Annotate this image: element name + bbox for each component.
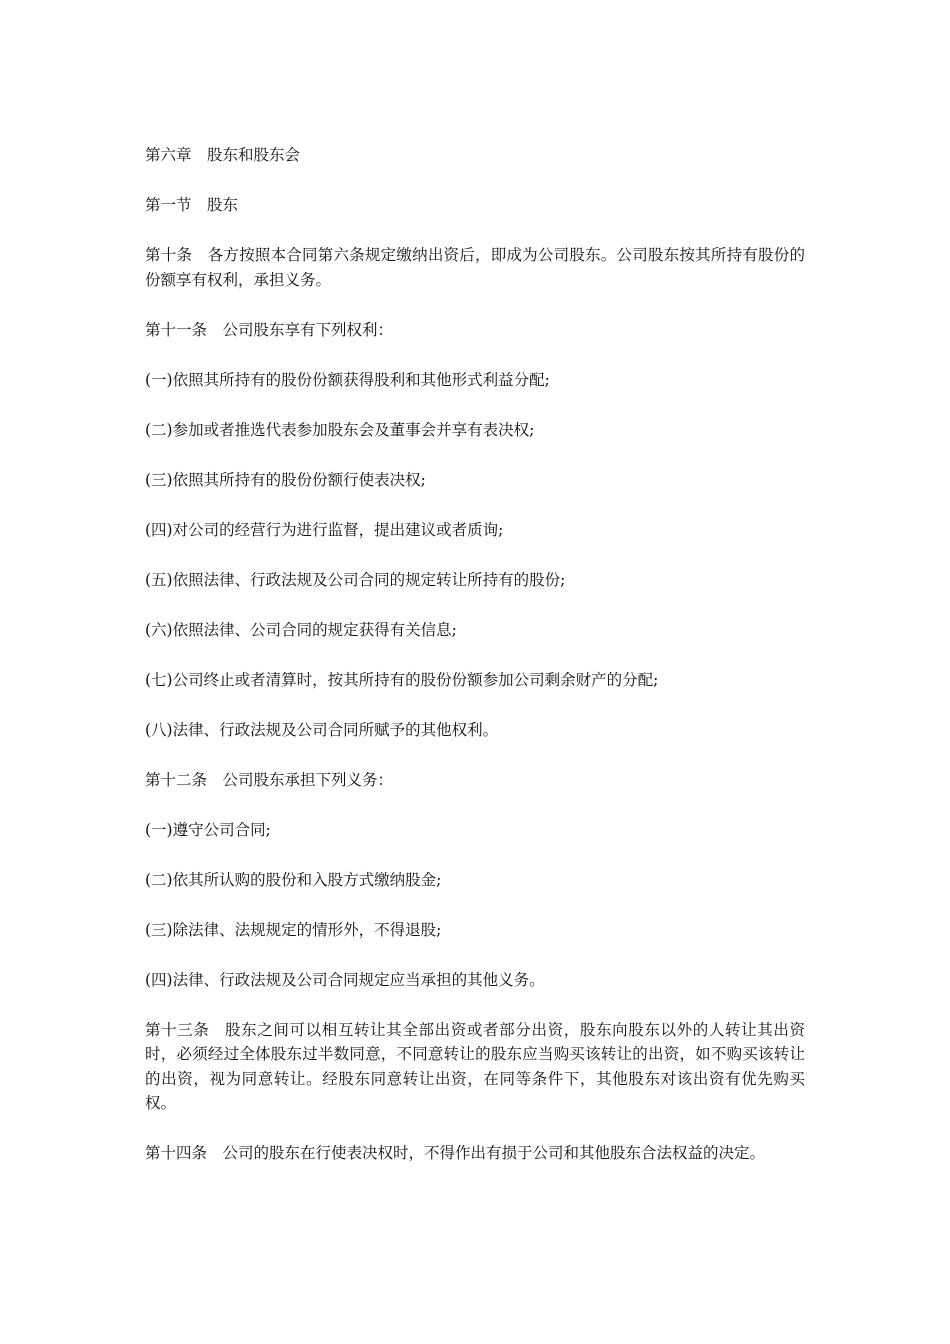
- article-label: 第十一条: [145, 320, 208, 339]
- list-item: (四)法律、行政法规及公司合同规定应当承担的其他义务。: [145, 970, 545, 989]
- list-item: (五)依照法律、行政法规及公司合同的规定转让所持有的股份;: [145, 570, 566, 589]
- article-14: [145, 1141, 805, 1166]
- list-item: (七)公司终止或者清算时，按其所持有的股份份额参加公司剩余财产的分配;: [145, 670, 659, 689]
- list-item: (三)除法律、法规规定的情形外，不得退股;: [145, 920, 442, 939]
- article-12: [145, 768, 805, 793]
- article-text: 股东之间可以相互转让其全部出资或者部分出资，股东向股东以外的人转让其出资时，必须经过全体股东过半数同意，不同意转让的股东应当购买该转让的出资，如不购买该转让的出资，视为同意转让。经股东同意转让出资，在同等条件下，其他股东对该出资有优先购买权。: [145, 1020, 805, 1112]
- article-text: 公司股东享有下列权利：: [222, 320, 394, 339]
- chapter-title: 股东和股东会: [207, 146, 301, 164]
- list-item: (一)依照其所持有的股份份额获得股利和其他形式利益分配;: [145, 370, 550, 389]
- list-item: (八)法律、行政法规及公司合同所赋予的其他权利。: [145, 720, 499, 739]
- article-text: 公司股东承担下列义务：: [222, 770, 394, 789]
- article-label: 第十四条: [145, 1144, 208, 1162]
- section-title: 股东: [207, 196, 239, 214]
- list-item: (一)遵守公司合同;: [145, 820, 271, 839]
- section-label: 第一节: [145, 196, 192, 214]
- article-label: 第十条: [145, 246, 193, 264]
- article-text: 公司的股东在行使表决权时，不得作出有损于公司和其他股东合法权益的决定。: [222, 1144, 766, 1162]
- article-11: [145, 318, 805, 343]
- article-13: [145, 1018, 805, 1116]
- article-label: 第十三条: [145, 1020, 210, 1039]
- list-item: (四)对公司的经营行为进行监督，提出建议或者质询;: [145, 520, 504, 539]
- article-text: 各方按照本合同第六条规定缴纳出资后，即成为公司股东。公司股东按其所持有股份的份额享有权利，承担义务。: [145, 246, 805, 289]
- list-item: (三)依照其所持有的股份份额行使表决权;: [145, 470, 426, 489]
- section-heading: [145, 193, 805, 218]
- chapter-heading: [145, 143, 805, 168]
- list-item: (二)依其所认购的股份和入股方式缴纳股金;: [145, 870, 442, 889]
- article-label: 第十二条: [145, 770, 208, 789]
- document-body: [145, 143, 805, 1191]
- list-item: (二)参加或者推选代表参加股东会及董事会并享有表决权;: [145, 420, 535, 439]
- list-item: (六)依照法律、公司合同的规定获得有关信息;: [145, 620, 457, 639]
- article-10: [145, 243, 805, 292]
- chapter-label: 第六章: [145, 146, 192, 164]
